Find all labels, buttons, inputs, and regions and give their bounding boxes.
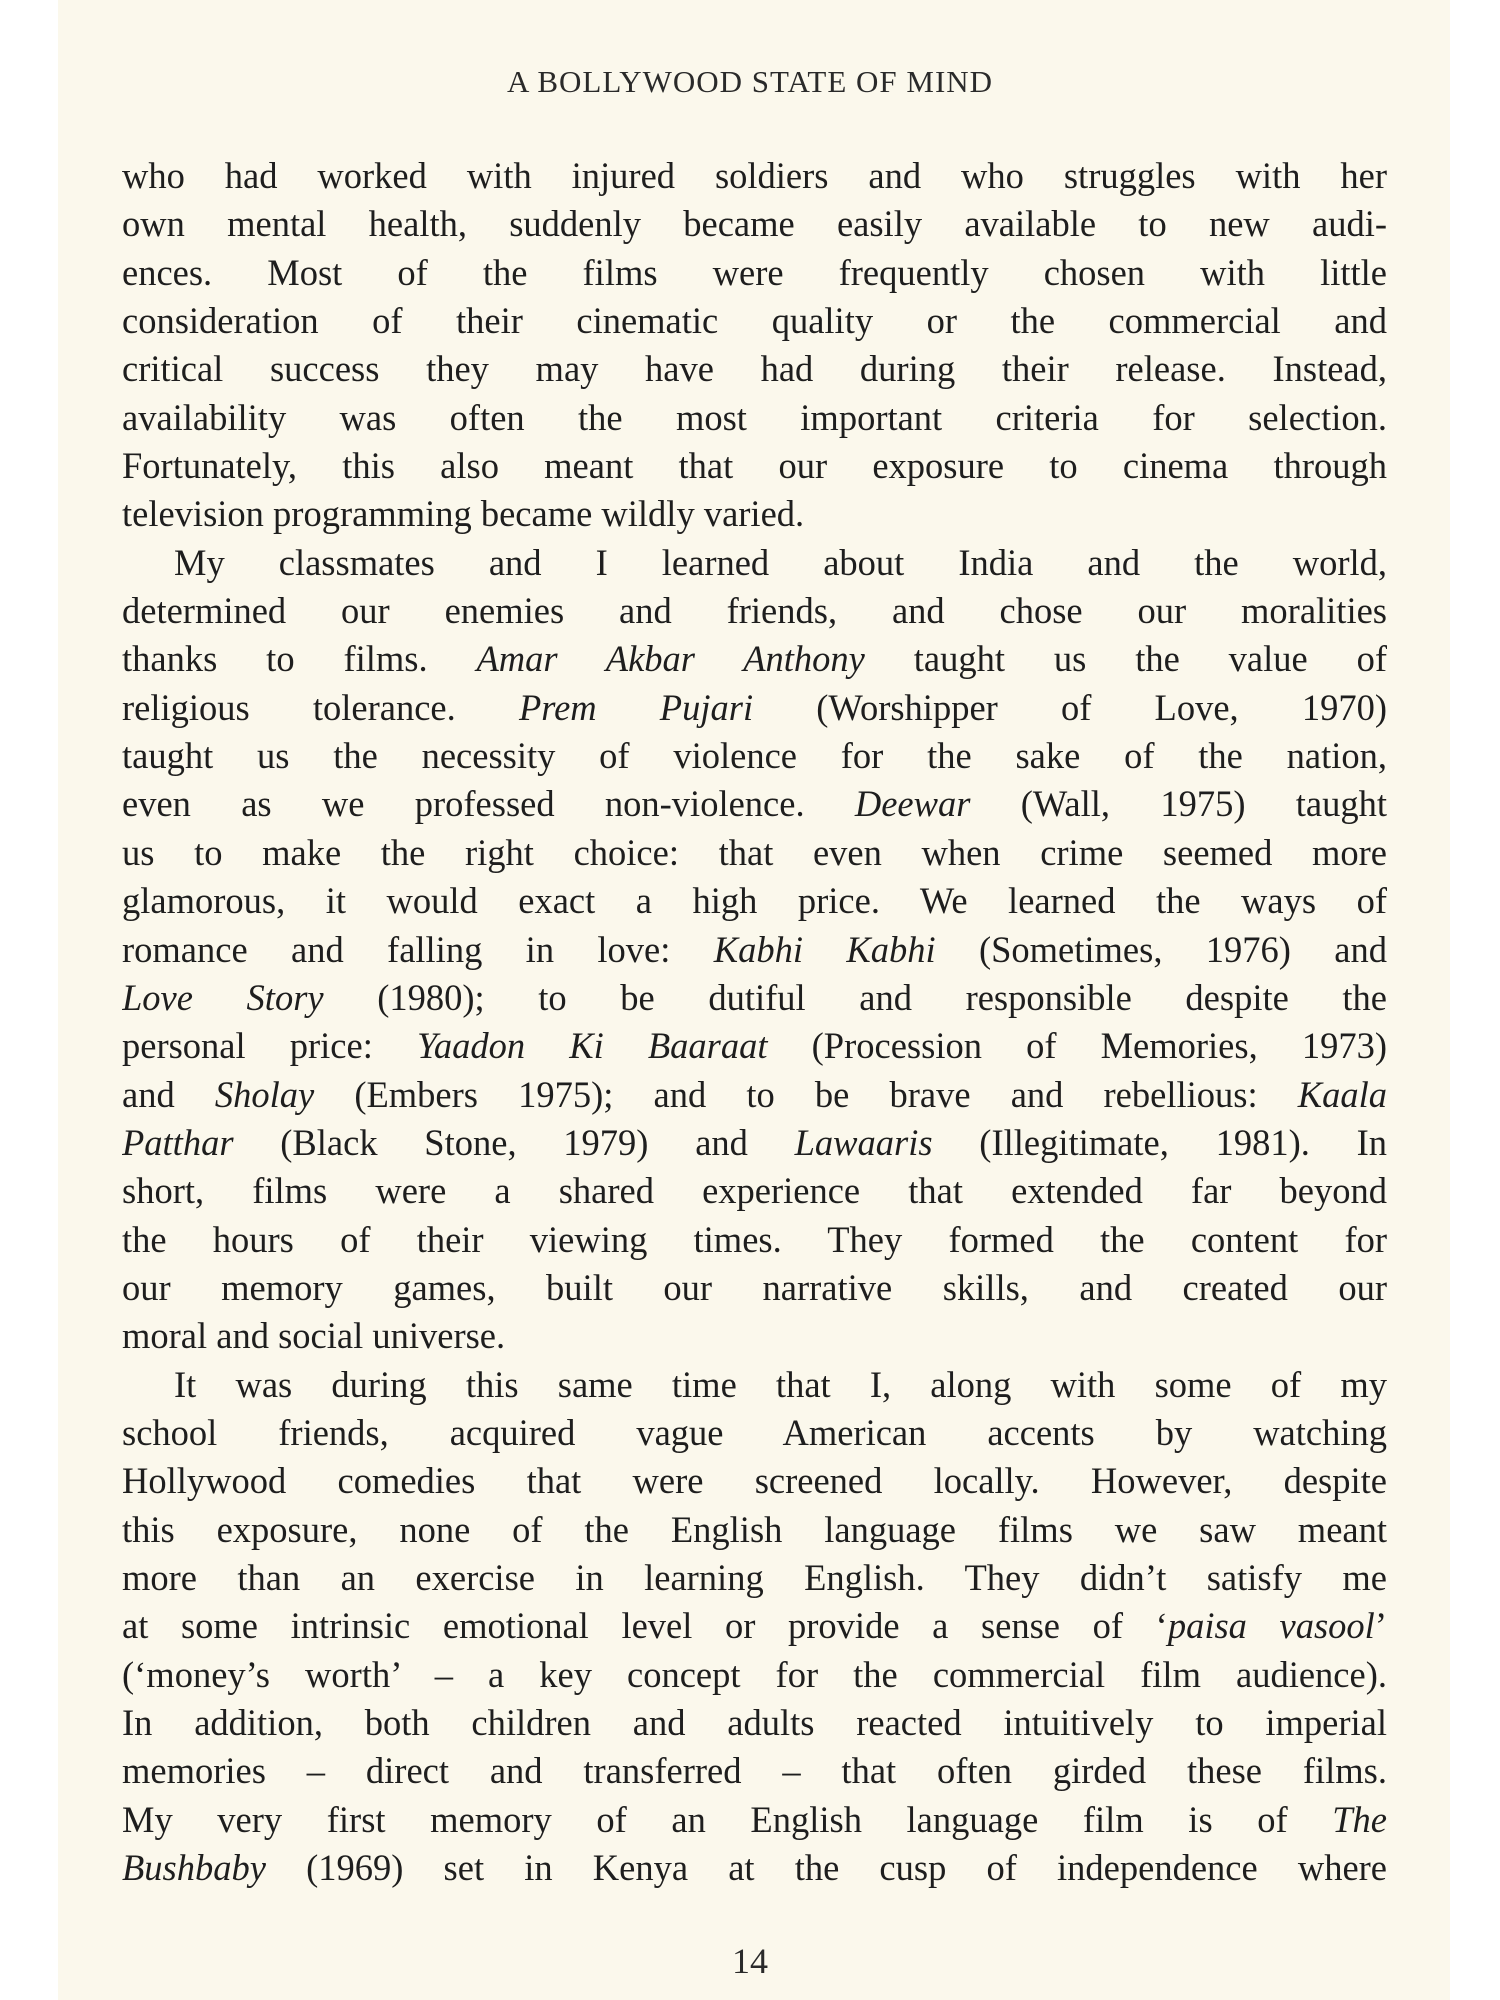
text-segment: school friends, acquired vague American accents by watching <box>122 1411 1387 1453</box>
text-line <box>122 1071 1387 1119</box>
text-line <box>122 877 1387 925</box>
text-line <box>122 490 1387 538</box>
film-title: Deewar <box>854 783 971 825</box>
film-title: Sholay <box>214 1073 315 1115</box>
text-segment: It was during this same time that I, along with some of my <box>174 1363 1387 1405</box>
text-line <box>122 1699 1387 1747</box>
text-segment: thanks to films. <box>122 638 477 680</box>
text-line <box>122 1167 1387 1215</box>
film-title: Kabhi Kabhi <box>713 928 936 970</box>
text-segment: (1969) set in Kenya at the cusp of independence where <box>265 1847 1387 1889</box>
text-segment: (Worshipper of Love, 1970) <box>753 686 1387 728</box>
text-segment: (1980); to be dutiful and responsible despite the <box>323 976 1387 1018</box>
text-segment: television programming became wildly varied. <box>122 493 805 535</box>
text-segment: (Sometimes, 1976) and <box>935 928 1387 970</box>
text-segment: glamorous, it would exact a high price. We learned the ways of <box>122 880 1387 922</box>
text-line <box>122 249 1387 297</box>
text-segment: My very first memory of an English language film is of <box>122 1798 1333 1840</box>
text-line <box>122 1457 1387 1505</box>
text-line <box>122 200 1387 248</box>
text-line <box>122 1796 1387 1844</box>
text-line <box>122 926 1387 974</box>
running-header: A BOLLYWOOD STATE OF MIND <box>506 64 994 99</box>
film-title: Yaadon Ki Baaraat <box>416 1025 768 1067</box>
text-segment: moral and social universe. <box>122 1315 506 1357</box>
text-line <box>122 1119 1387 1167</box>
text-line <box>122 1554 1387 1602</box>
text-line <box>122 1361 1387 1409</box>
text-line <box>122 345 1387 393</box>
text-line <box>122 1602 1387 1650</box>
text-segment: availability was often the most important criteria for selection. <box>122 396 1387 438</box>
text-segment: this exposure, none of the English language films we saw meant <box>122 1508 1387 1550</box>
text-line <box>122 152 1387 200</box>
text-segment: (‘money’s worth’ – a key concept for the commercial film audience). <box>122 1653 1387 1695</box>
text-segment: own mental health, suddenly became easily available to new audi- <box>122 203 1387 245</box>
text-line <box>122 1747 1387 1795</box>
text-segment: (Embers 1975); and to be brave and rebellious: <box>314 1073 1298 1115</box>
text-segment: who had worked with injured soldiers and who struggles with her <box>122 155 1387 196</box>
text-line <box>122 539 1387 587</box>
text-segment: ences. Most of the films were frequently chosen with little <box>122 251 1387 293</box>
text-line <box>122 684 1387 732</box>
text-line <box>122 829 1387 877</box>
text-segment: (Black Stone, 1979) and <box>233 1121 795 1163</box>
text-line <box>122 1022 1387 1070</box>
film-title: Patthar <box>122 1121 234 1163</box>
film-title: Prem Pujari <box>518 686 754 728</box>
text-segment: determined our enemies and friends, and chose our moralities <box>122 590 1387 632</box>
text-segment: religious tolerance. <box>122 686 519 728</box>
text-segment: taught us the value of <box>864 638 1387 680</box>
text-line <box>122 974 1387 1022</box>
text-segment: ’ <box>1374 1605 1387 1647</box>
text-line <box>122 1216 1387 1264</box>
text-line <box>122 587 1387 635</box>
text-segment: Hollywood comedies that were screened locally. However, despite <box>122 1460 1387 1502</box>
text-segment: (Procession of Memories, 1973) <box>767 1025 1387 1067</box>
text-line <box>122 1264 1387 1312</box>
text-segment: My classmates and I learned about India and the world, <box>174 541 1387 583</box>
text-line <box>122 732 1387 780</box>
text-segment: us to make the right choice: that even when crime seemed more <box>122 831 1387 873</box>
film-title: Kaala <box>1297 1073 1387 1115</box>
text-segment: consideration of their cinematic quality or the commercial and <box>122 300 1387 342</box>
text-segment: short, films were a shared experience that extended far beyond <box>122 1170 1387 1212</box>
film-title: Bushbaby <box>122 1847 266 1889</box>
text-line <box>122 780 1387 828</box>
text-segment: (Wall, 1975) taught <box>970 783 1387 825</box>
text-line <box>122 1651 1387 1699</box>
text-line <box>122 1312 1387 1360</box>
text-segment: personal price: <box>122 1025 417 1067</box>
text-segment: In addition, both children and adults reacted intuitively to imperial <box>122 1702 1387 1743</box>
text-segment: our memory games, built our narrative skills, and created our <box>122 1266 1387 1308</box>
text-line <box>122 394 1387 442</box>
text-segment: and <box>122 1073 215 1115</box>
text-segment: (Illegitimate, 1981). In <box>932 1121 1387 1163</box>
text-line <box>122 297 1387 345</box>
film-title: paisa vasool <box>1167 1605 1375 1647</box>
film-title: Lawaaris <box>794 1121 933 1163</box>
text-segment: taught us the necessity of violence for the sake of the nation, <box>122 735 1387 777</box>
text-segment: even as we professed non-violence. <box>122 783 855 825</box>
text-segment: romance and falling in love: <box>122 928 714 970</box>
film-title: Love Story <box>122 976 324 1018</box>
text-segment: critical success they may have had during their release. Instead, <box>122 348 1387 390</box>
text-line <box>122 1409 1387 1457</box>
text-line <box>122 1844 1387 1892</box>
body-text <box>122 152 1387 1892</box>
text-segment: Fortunately, this also meant that our exposure to cinema through <box>122 445 1387 487</box>
page-number: 14 <box>732 1941 768 1981</box>
text-segment: at some intrinsic emotional level or provide a sense of ‘ <box>122 1605 1168 1647</box>
film-title: The <box>1332 1798 1387 1840</box>
text-segment: memories – direct and transferred – that often girded these films. <box>122 1750 1387 1792</box>
text-segment: more than an exercise in learning English. They didn’t satisfy me <box>122 1556 1387 1598</box>
text-line <box>122 635 1387 683</box>
text-line <box>122 442 1387 490</box>
text-segment: the hours of their viewing times. They formed the content for <box>122 1218 1387 1260</box>
film-title: Amar Akbar Anthony <box>476 638 865 680</box>
text-line <box>122 1506 1387 1554</box>
